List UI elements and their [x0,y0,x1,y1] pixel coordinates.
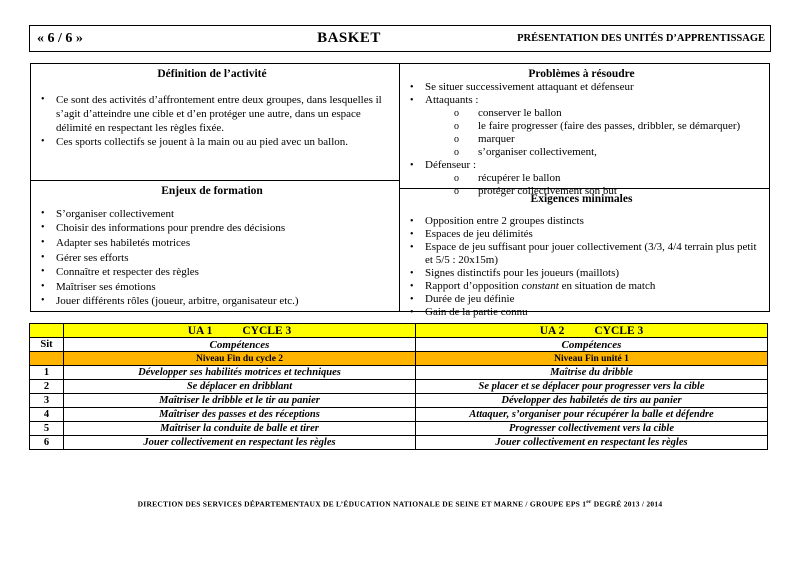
footer-text-end: DEGRÉ 2013 / 2014 [591,499,663,509]
problemes-title: Problèmes à résoudre [528,68,635,80]
table-row [30,436,768,450]
table-row [30,380,768,394]
bullet-item [400,94,763,107]
exigences-title: Exigences minimales [530,193,633,205]
definition-cell [31,64,399,181]
bullet-item [400,267,763,280]
niveau-row [30,352,768,366]
bullet-icon: • [410,294,414,305]
table-row [30,422,768,436]
ua1-competence: Développer ses habilités motrices et techniques [64,366,416,380]
footer [0,499,800,509]
bullet-text: Gérer ses efforts [56,251,129,264]
sport-title: BASKET [317,30,381,46]
sub-bullet-item [452,120,763,133]
ua-table [29,323,768,450]
sub-bullet-item [452,146,763,159]
bullet-text: Gain de la partie connu [425,306,528,318]
bullet-icon: • [41,207,45,219]
sit-header: Sit [30,338,64,352]
bullet-text: S’organiser collectivement [56,207,175,220]
circle-bullet-icon: o [454,121,459,132]
exigences-cell [400,189,769,321]
competences-row [30,338,768,352]
niveau-col2: Niveau Fin unité 1 [416,352,768,366]
competences-col2: Compétences [416,338,768,352]
table-row [30,394,768,408]
bullet-text: s’organiser collectivement, [478,146,597,158]
bullet-text: récupérer le ballon [478,172,561,184]
bullet-text: Durée de jeu définie [425,293,515,305]
bullet-text: Rapport d’opposition constant en situation de match [425,280,656,292]
footer-superscript: er [586,499,592,505]
bullet-item [31,207,393,222]
bullet-icon: • [41,280,45,292]
bullet-text: Opposition entre 2 groupes distincts [425,215,584,227]
bullet-item [400,81,763,94]
bullet-icon: • [41,266,45,278]
sit-number: 6 [30,436,64,450]
italic-word: constant [521,280,559,292]
bullet-item [31,294,393,309]
competences-col1: Compétences [64,338,416,352]
table-row [30,366,768,380]
overview-right-column [400,64,769,318]
bullet-item [400,159,763,172]
niveau-col1: Niveau Fin du cycle 2 [64,352,416,366]
bullet-item [400,306,763,319]
bullet-icon: • [410,82,414,93]
bullet-icon: • [410,307,414,318]
bullet-text: Maîtriser ses émotions [56,280,156,293]
ua2-competence: Se placer et se déplacer pour progresser vers la cible [416,380,768,394]
bullet-item [31,280,393,295]
bullet-text: Choisir des informations pour prendre des décisions [56,222,286,235]
ua2-competence: Jouer collectivement en respectant les règles [416,436,768,450]
bullet-item [400,280,763,293]
bullet-item [31,265,393,280]
bullet-item [400,293,763,306]
page-number: « 6 / 6 » [37,30,83,46]
ua1-header: UA 1 CYCLE 3 [64,324,416,338]
sit-number: 5 [30,422,64,436]
sit-number: 3 [30,394,64,408]
bullet-text: Jouer différents rôles (joueur, arbitre, organisateur etc.) [56,295,299,308]
bullet-item [400,215,763,228]
sit-number: 4 [30,408,64,422]
ua1-competence: Maîtriser le dribble et le tir au panier [64,394,416,408]
ua1-competence: Jouer collectivement en respectant les règles [64,436,416,450]
ua2-header: UA 2 CYCLE 3 [416,324,768,338]
table-row [30,408,768,422]
niveau-sit-cell [30,352,64,366]
ua1-competence: Maîtriser des passes et des réceptions [64,408,416,422]
overview-left-column [31,64,400,311]
page-header [29,25,771,52]
bullet-text: Attaquants : [425,94,479,106]
bullet-icon: • [410,95,414,106]
footer-text: DIRECTION DES SERVICES DÉPARTEMENTAUX DE L’ÉDUCATION NATIONALE DE SEINE ET MARNE / GROUPE EPS 1 [137,499,587,509]
bullet-text: Se situer successivement attaquant et défenseur [425,81,634,93]
ua2-competence: Développer des habiletés de tirs au panier [416,394,768,408]
bullet-text: Signes distinctifs pour les joueurs (maillots) [425,267,620,279]
ua2-competence: Attaquer, s’organiser pour récupérer la balle et défendre [416,408,768,422]
bullet-text: marquer [478,133,515,145]
sub-bullet-item [452,107,763,120]
bullet-icon: • [410,160,414,171]
bullet-icon: • [410,229,414,240]
bullet-item [31,93,393,135]
bullet-text: Ces sports collectifs se jouent à la main ou au pied avec un ballon. [56,136,349,148]
bullet-item [31,251,393,266]
ua1-competence: Maîtriser la conduite de balle et tirer [64,422,416,436]
circle-bullet-icon: o [454,134,459,145]
sub-bullet-item [452,133,763,146]
bullet-item [400,228,763,241]
enjeux-cell [31,181,399,311]
sit-number: 2 [30,380,64,394]
sit-number: 1 [30,366,64,380]
bullet-text: protéger collectivement son but [478,185,617,197]
sub-bullet-item [452,172,763,185]
bullet-text: Défenseur : [425,159,477,171]
bullet-text: Espace de jeu suffisant pour jouer collectivement (3/3, 4/4 terrain plus petit et 5/5 : 20x15m) [425,241,757,266]
bullet-icon: • [41,136,45,147]
bullet-text: Ce sont des activités d’affrontement entre deux groupes, dans lesquelles il s’agit d’atteindre une cible et d’en protéger une autre, dans un espace délimité en respectant les règles fixée. [56,94,382,134]
ua-header-sit-cell [30,324,64,338]
ua1-competence: Se déplacer en dribblant [64,380,416,394]
definition-title: Définition de l’activité [157,68,267,80]
bullet-text: Connaître et respecter des règles [56,266,199,279]
problemes-cell [400,64,769,197]
bullet-item [31,135,393,149]
bullet-text: conserver le ballon [478,107,562,119]
circle-bullet-icon: o [454,186,459,197]
circle-bullet-icon: o [454,108,459,119]
bullet-text: Adapter ses habiletés motrices [56,237,191,250]
overview-table [30,63,770,318]
ua2-competence: Maîtrise du dribble [416,366,768,380]
enjeux-title: Enjeux de formation [161,184,263,197]
bullet-text: Espaces de jeu délimités [425,228,533,240]
circle-bullet-icon: o [454,147,459,158]
bullet-icon: • [41,222,45,234]
bullet-icon: • [41,295,45,307]
circle-bullet-icon: o [454,173,459,184]
bullet-item [31,221,393,236]
doc-title: PRÉSENTATION DES UNITÉS D’APPRENTISSAGE [517,33,765,44]
bullet-item [31,236,393,251]
bullet-icon: • [41,251,45,263]
bullet-item [400,241,763,267]
bullet-icon: • [410,242,414,253]
bullet-text: le faire progresser (faire des passes, dribbler, se démarquer) [478,120,741,132]
bullet-icon: • [410,268,414,279]
bullet-icon: • [410,216,414,227]
bullet-icon: • [41,237,45,249]
bullet-icon: • [410,281,414,292]
bullet-icon: • [41,94,45,105]
ua-header-row [30,324,768,338]
ua2-competence: Progresser collectivement vers la cible [416,422,768,436]
